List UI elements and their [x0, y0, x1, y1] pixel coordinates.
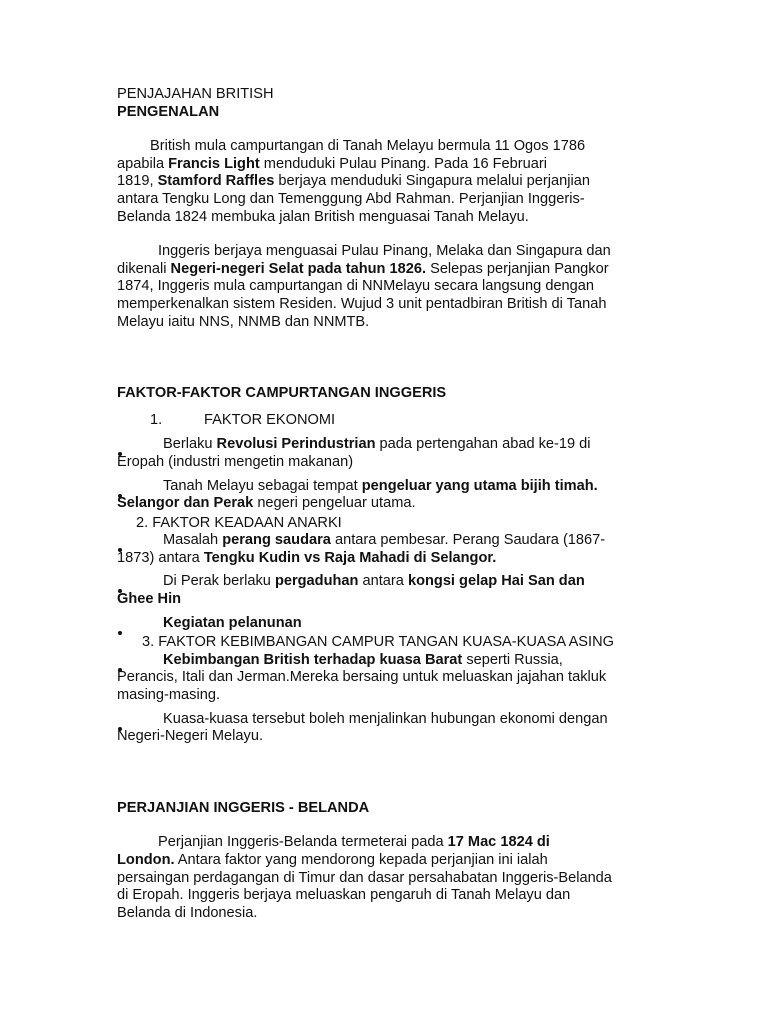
subsection-title: FAKTOR EKONOMI [204, 411, 336, 428]
bold-text: Francis Light [168, 155, 260, 172]
text: Negeri-Negeri Melayu. [117, 728, 263, 745]
text: menduduki Pulau Pinang. Pada 16 Februari [259, 155, 547, 172]
text: di Eropah. Inggeris berjaya meluaskan pengaruh di Tanah Melayu dan [117, 887, 571, 904]
text-line [117, 711, 647, 729]
text-line [117, 278, 647, 296]
text: Antara faktor yang mendorong kepada perjanjian ini ialah [174, 852, 548, 868]
text: Tanah Melayu sebagai tempat [163, 477, 362, 494]
text: Di Perak berlaku [163, 573, 275, 590]
paragraph-pengenalan-1 [117, 138, 647, 226]
text-line [117, 495, 647, 513]
text: Kuasa-kuasa tersebut boleh menjalinkan hubungan ekonomi dengan [163, 710, 608, 727]
text-line [117, 887, 647, 905]
text: dikenali [117, 260, 171, 277]
text-line [117, 669, 647, 687]
bold-text: Stamford Raffles [157, 173, 275, 190]
text-line [117, 652, 647, 670]
text: antara pembesar. Perang Saudara (1867- [330, 532, 606, 549]
text-line [117, 687, 647, 705]
section-heading-faktor: FAKTOR-FAKTOR CAMPURTANGAN INGGERIS [117, 385, 447, 402]
text: 1873) antara [117, 549, 204, 566]
text: persaingan perdagangan di Timur dan dasar persahabatan Inggeris-Belanda [117, 869, 612, 886]
text: Belanda 1824 membuka jalan British menguasai Tanah Melayu. [117, 208, 529, 225]
text: Inggeris berjaya menguasai Pulau Pinang, Melaka dan Singapura dan [158, 243, 611, 260]
subsection-faktor-kuasa-asing: 3. FAKTOR KEBIMBANGAN CAMPUR TANGAN KUASA-KUASA ASING [142, 634, 614, 651]
subsection-faktor-ekonomi [117, 412, 647, 430]
text: Perjanjian Inggeris-Belanda termeterai pada [158, 834, 448, 851]
text-line [117, 870, 647, 888]
bold-text: Revolusi Perindustrian [216, 436, 376, 453]
text: berjaya menduduki Singapura melalui perjanjian [274, 173, 590, 190]
text-line [117, 852, 647, 870]
paragraph-perjanjian [117, 834, 647, 922]
text-line [117, 905, 647, 923]
text-line [117, 209, 647, 227]
bold-text: Tengku Kudin vs Raja Mahadi di Selangor. [203, 549, 497, 566]
text-line [117, 478, 647, 496]
text-line [117, 436, 647, 454]
text-line [117, 834, 647, 852]
subsection-faktor-anarki: 2. FAKTOR KEADAAN ANARKI [136, 514, 342, 531]
bold-text: pergaduhan [274, 573, 359, 590]
text-line [117, 550, 647, 568]
text: Berlaku [163, 436, 217, 453]
text-line [117, 156, 647, 174]
bold-text: Kebimbangan British terhadap kuasa Barat [163, 651, 463, 668]
bold-text: Kegiatan pelanunan [163, 614, 302, 631]
bold-text: perang saudara [222, 532, 331, 549]
text: 1874, Inggeris mula campurtangan di NNMelayu secara langsung dengan [117, 278, 595, 295]
text: apabila [117, 155, 169, 172]
text-line [117, 261, 647, 279]
section-heading-pengenalan: PENGENALAN [117, 103, 220, 120]
section-heading-perjanjian: PERJANJIAN INGGERIS - BELANDA [117, 799, 370, 816]
text-line [117, 532, 647, 550]
text: Belanda di Indonesia. [117, 904, 258, 921]
text-line [117, 615, 647, 633]
document-title: PENJAJAHAN BRITISH [117, 86, 274, 102]
bold-text: London. [117, 852, 175, 868]
document-page [117, 86, 647, 922]
text: antara Tengku Long dan Temenggung Abd Rahman. Perjanjian Inggeris- [117, 190, 585, 207]
text: 1819, [117, 173, 158, 190]
text-line [117, 296, 647, 314]
text: masing-masing. [117, 687, 221, 704]
text-line [117, 138, 647, 156]
subsection-number: 1. [150, 411, 163, 428]
bullet-kongsi-gelap [117, 573, 647, 608]
text: Melayu iaitu NNS, NNMB dan NNMTB. [117, 313, 370, 330]
text: negeri pengeluar utama. [253, 495, 416, 512]
bold-text: kongsi gelap Hai San dan [407, 573, 585, 590]
bullet-hubungan-ekonomi [117, 711, 647, 746]
text: seperti Russia, [462, 651, 563, 668]
bullet-revolusi [117, 436, 647, 471]
bold-text: Negeri-negeri Selat pada tahun 1826. [170, 260, 427, 277]
bullet-pelanunan [117, 615, 647, 633]
paragraph-pengenalan-2 [117, 243, 647, 331]
text-line [117, 243, 647, 261]
bold-text: Ghee Hin [117, 591, 182, 608]
text-line [117, 454, 647, 472]
text-line [117, 191, 647, 209]
text-line [117, 591, 647, 609]
text: Perancis, Itali dan Jerman.Mereka bersaing untuk meluaskan jajahan takluk [117, 669, 607, 686]
text: memperkenalkan sistem Residen. Wujud 3 unit pentadbiran British di Tanah [117, 295, 607, 312]
text-line [117, 314, 647, 332]
text: pada pertengahan abad ke-19 di [375, 436, 591, 453]
bullet-kuasa-barat [117, 652, 647, 705]
bold-text: 17 Mac 1824 di [447, 834, 550, 851]
text-line [117, 573, 647, 591]
bullet-bijih-timah [117, 478, 647, 513]
bold-text: pengeluar yang utama bijih timah. [361, 477, 598, 494]
text-line [117, 728, 647, 746]
bullet-perang-saudara [117, 532, 647, 567]
bold-text: Selangor dan Perak [117, 495, 254, 512]
text-line [117, 173, 647, 191]
text: British mula campurtangan di Tanah Melayu bermula 11 Ogos 1786 [150, 138, 586, 155]
text: Eropah (industri mengetin makanan) [117, 453, 354, 470]
text: Selepas perjanjian Pangkor [426, 260, 609, 277]
text: antara [358, 573, 408, 590]
text: Masalah [163, 532, 223, 549]
